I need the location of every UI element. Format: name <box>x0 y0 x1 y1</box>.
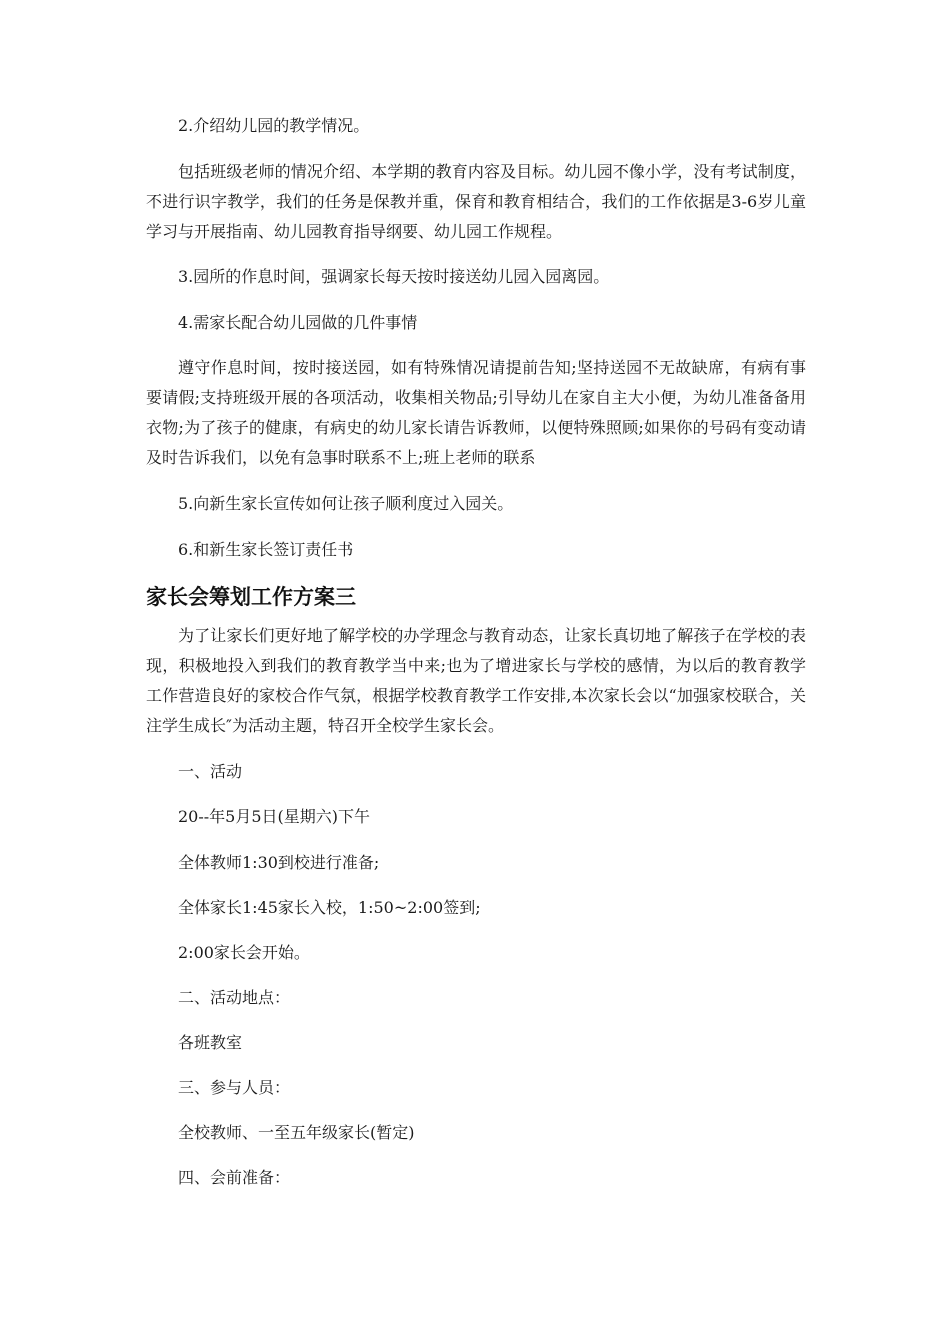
item-3-title: 3.园所的作息时间，强调家长每天按时接送幼儿园入园离园。 <box>178 267 610 286</box>
section-1-date: 20--年5月5日(星期六)下午 <box>178 807 371 826</box>
item-4-body: 遵守作息时间，按时接送园，如有特殊情况请提前告知;坚持送园不无故缺席，有病有事要请假;支持班级开展的各项活动，收集相关物品;引导幼儿在家自主大小便，为幼儿准备备用衣物;为了孩子的健康，有病史的幼儿家长请告诉教师，以便特殊照顾;如果你的号码有变动请及时告诉我们，以免有急事时联系不上;班上老师的联系 <box>146 358 806 467</box>
section-1-title: 一、活动 <box>178 762 243 781</box>
section-1-teachers: 全体教师1:30到校进行准备; <box>178 853 380 872</box>
item-4-title: 4.需家长配合幼儿园做的几件事情 <box>178 313 418 332</box>
section-1-start: 2:00家长会开始。 <box>178 943 310 962</box>
section-3-participants: 全校教师、一至五年级家长(暂定) <box>178 1123 415 1142</box>
section-1-parents: 全体家长1:45家长入校，1:50~2:00签到; <box>178 898 481 917</box>
section-heading: 家长会筹划工作方案三 <box>146 585 356 609</box>
item-2-title: 2.介绍幼儿园的教学情况。 <box>178 116 370 135</box>
section-2-location: 各班教室 <box>178 1033 243 1052</box>
item-6-title: 6.和新生家长签订责任书 <box>178 540 354 559</box>
intro-paragraph: 为了让家长们更好地了解学校的办学理念与教育动态，让家长真切地了解孩子在学校的表现，积极地投入到我们的教育教学当中来;也为了增进家长与学校的感情，为以后的教育教学工作营造良好的家校合作气氛，根据学校教育教学工作安排,本次家长会以“加强家校联合，关注学生成长″为活动主题，特召开全校学生家长会。 <box>146 626 806 735</box>
section-4-title: 四、会前准备： <box>178 1168 291 1187</box>
item-2-body: 包括班级老师的情况介绍、本学期的教育内容及目标。幼儿园不像小学，没有考试制度，不进行识字教学，我们的任务是保教并重，保育和教育相结合，我们的工作依据是3-6岁儿童学习与开展指南、幼儿园教育指导纲要、幼儿园工作规程。 <box>146 162 806 241</box>
section-3-title: 三、参与人员： <box>178 1078 291 1097</box>
item-5-title: 5.向新生家长宣传如何让孩子顺利度过入园关。 <box>178 494 514 513</box>
section-2-title: 二、活动地点： <box>178 988 291 1007</box>
